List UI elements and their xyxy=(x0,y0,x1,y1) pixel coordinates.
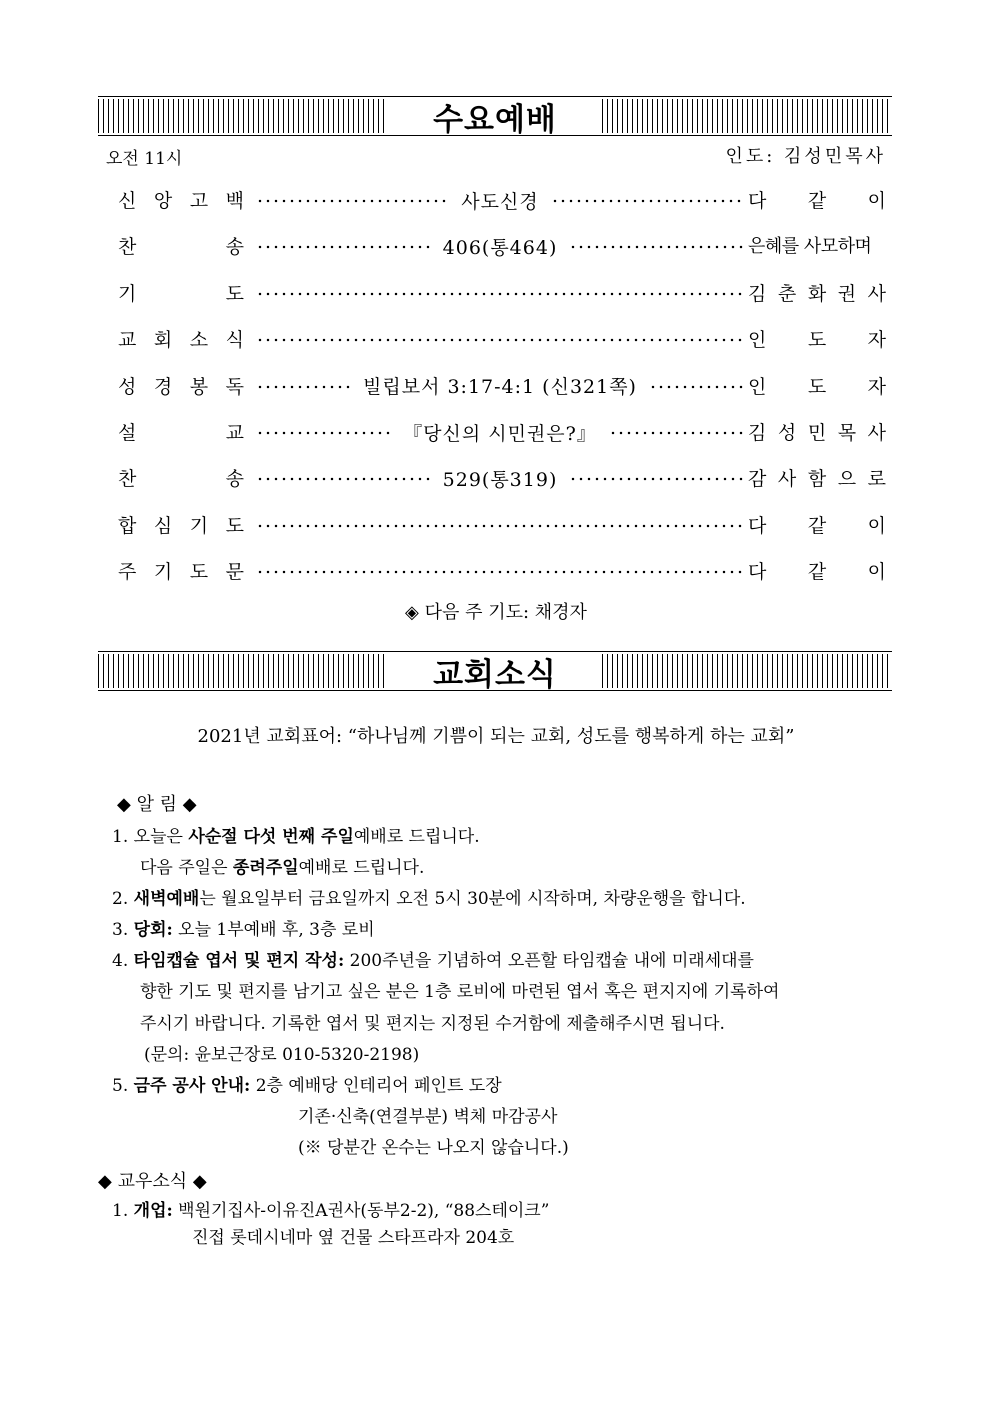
worship-item-label xyxy=(118,372,244,399)
label-char: 주 xyxy=(118,561,137,584)
label-char: 송 xyxy=(225,468,244,491)
worship-row xyxy=(118,279,886,307)
leader-dots xyxy=(256,232,431,260)
announcement-1: 1. 오늘은 사순절 다섯 번째 주일예배로 드립니다. xyxy=(112,827,480,847)
worship-item-text: 『당신의 시민권은?』 xyxy=(403,422,597,445)
banner-hatch-left xyxy=(98,99,388,133)
worship-item-text: 빌립보서 3:17-4:1 (신321쪽) xyxy=(363,376,637,399)
member-news-heading: ◆ 교우소식 ◆ xyxy=(98,1171,207,1192)
label-char: 소 xyxy=(189,329,209,352)
worship-item-content xyxy=(256,325,744,353)
worship-title: 수요예배 xyxy=(433,101,557,138)
label-char: 도 xyxy=(225,282,244,305)
worship-row xyxy=(118,511,886,539)
person-char: 감 xyxy=(748,468,767,491)
leader-dots xyxy=(256,557,744,585)
worship-row xyxy=(118,464,886,492)
person-char: 사 xyxy=(867,282,886,305)
label-char: 백 xyxy=(225,190,244,212)
announcement-5-line3: (※ 당분간 온수는 나오지 않습니다.) xyxy=(298,1138,569,1158)
worship-time: 오전 11시 xyxy=(106,149,183,169)
person-char: 인 xyxy=(748,375,767,398)
worship-item-text: 406(통464) xyxy=(442,236,558,259)
label-char: 성 xyxy=(118,375,137,398)
worship-item-label xyxy=(118,186,244,213)
member-news-1: 1. 개업: 백원기집사-이유진A권사(동부2-2), “88스테이크” xyxy=(112,1201,550,1221)
worship-row xyxy=(118,232,886,260)
announcement-4-line2: 향한 기도 및 편지를 남기고 싶은 분은 1층 로비에 마련된 엽서 혹은 편지지에 기록하여 xyxy=(140,982,780,1002)
person-char: 이 xyxy=(867,514,886,537)
leader-dots xyxy=(256,464,431,492)
announcement-1-line2: 다음 주일은 종려주일예배로 드립니다. xyxy=(140,858,425,878)
person-char: 같 xyxy=(807,561,827,584)
worship-row xyxy=(118,325,886,353)
label-char: 교 xyxy=(225,422,244,444)
person-char: 같 xyxy=(807,514,827,537)
person-char: 권 xyxy=(837,282,857,305)
person-char: 같 xyxy=(807,190,827,212)
label-char: 송 xyxy=(225,236,244,259)
announcement-4: 4. 타임캡슐 엽서 및 편지 작성: 200주년을 기념하여 오픈할 타임캡슐 내에 미래세대를 xyxy=(112,951,754,971)
leader-dots xyxy=(256,511,744,539)
person-char: 으 xyxy=(837,468,857,491)
leader-dots xyxy=(256,372,351,400)
next-week-prayer: ◈ 다음 주 기도: 채경자 xyxy=(405,602,587,623)
announcement-2: 2. 새벽예배는 월요일부터 금요일까지 오전 5시 30분에 시작하며, 차량운행을 합니다. xyxy=(112,889,746,909)
label-char: 식 xyxy=(225,329,244,352)
banner-hatch-right xyxy=(602,99,892,133)
worship-item-label xyxy=(118,232,244,259)
announcement-3: 3. 당회: 오늘 1부예배 후, 3층 로비 xyxy=(112,920,375,940)
person-char: 이 xyxy=(867,190,886,212)
church-motto: 2021년 교회표어: “하나님께 기쁨이 되는 교회, 성도를 행복하게 하는 교회” xyxy=(197,726,795,747)
label-char: 경 xyxy=(153,375,173,398)
person-char: 자 xyxy=(867,375,886,398)
label-char: 회 xyxy=(153,329,173,352)
label-char: 고 xyxy=(189,190,209,212)
worship-item-content xyxy=(256,464,744,492)
person-char: 인 xyxy=(748,329,767,352)
label-char: 앙 xyxy=(153,190,173,212)
worship-item-content xyxy=(256,511,744,539)
person-char: 사 xyxy=(867,422,886,444)
worship-item-label xyxy=(118,418,244,445)
announcement-4-line3: 주시기 바랍니다. 기록한 엽서 및 편지는 지정된 수거함에 제출해주시면 됩니다. xyxy=(140,1014,725,1034)
label-char: 봉 xyxy=(189,375,209,398)
person-char: 도 xyxy=(807,375,827,398)
leader-dots xyxy=(256,279,744,307)
label-char: 합 xyxy=(118,514,137,537)
worship-item-person xyxy=(748,325,886,352)
worship-leader: 인도: 김성민목사 xyxy=(725,146,886,167)
announcements-heading: ◆ 알 림 ◆ xyxy=(117,794,197,815)
worship-item-label xyxy=(118,325,244,352)
person-char: 다 xyxy=(748,561,767,584)
worship-item-label xyxy=(118,511,244,538)
person-char: 자 xyxy=(867,329,886,352)
label-char: 심 xyxy=(153,514,173,537)
person-char: 민 xyxy=(807,422,827,444)
announcement-5: 5. 금주 공사 안내: 2층 예배당 인테리어 페인트 도장 xyxy=(112,1076,502,1096)
leader-dots xyxy=(649,372,744,400)
label-char: 설 xyxy=(118,422,137,444)
worship-item-person xyxy=(748,511,886,538)
person-char: 로 xyxy=(867,468,886,491)
worship-row xyxy=(118,418,886,446)
label-char: 찬 xyxy=(118,468,137,491)
leader-dots xyxy=(569,464,744,492)
worship-item-person xyxy=(748,464,886,491)
worship-item-person xyxy=(748,186,886,213)
announcement-4-contact: (문의: 윤보근장로 010-5320-2198) xyxy=(144,1045,420,1065)
leader-dots xyxy=(256,325,744,353)
worship-item-person xyxy=(748,232,886,258)
worship-item-content xyxy=(256,232,744,260)
label-char: 도 xyxy=(225,514,244,537)
person-char: 성 xyxy=(777,422,797,444)
label-char: 도 xyxy=(189,561,209,584)
banner-hatch-left xyxy=(98,654,388,688)
news-title: 교회소식 xyxy=(433,656,557,693)
person-char: 다 xyxy=(748,190,767,212)
worship-item-person xyxy=(748,418,886,445)
worship-item-content xyxy=(256,557,744,585)
worship-item-person xyxy=(748,279,886,306)
person-char: 다 xyxy=(748,514,767,537)
worship-item-content xyxy=(256,372,744,400)
news-title-banner xyxy=(98,651,892,691)
label-char: 기 xyxy=(189,514,209,537)
person-char: 김 xyxy=(748,282,767,305)
leader-dots xyxy=(256,186,449,214)
worship-row xyxy=(118,557,886,585)
person-char: 목 xyxy=(837,422,857,444)
worship-item-label xyxy=(118,557,244,584)
leader-dots xyxy=(569,232,744,260)
worship-item-content xyxy=(256,418,744,446)
label-char: 교 xyxy=(118,329,137,352)
label-char: 찬 xyxy=(118,236,137,259)
worship-row xyxy=(118,186,886,214)
announcement-5-line2: 기존·신축(연결부분) 벽체 마감공사 xyxy=(298,1107,558,1127)
person-char: 사 xyxy=(777,468,797,491)
label-char: 기 xyxy=(118,282,137,305)
person-char: 김 xyxy=(748,422,767,444)
worship-title-banner xyxy=(98,96,892,136)
label-char: 독 xyxy=(225,375,244,398)
leader-dots xyxy=(609,418,744,446)
label-char: 기 xyxy=(153,561,173,584)
worship-item-text: 사도신경 xyxy=(461,190,539,213)
person-char: 은혜를 사모하며 xyxy=(748,236,872,258)
leader-dots xyxy=(256,418,391,446)
worship-row xyxy=(118,372,886,400)
worship-item-content xyxy=(256,279,744,307)
label-char: 신 xyxy=(118,190,137,212)
person-char: 화 xyxy=(807,282,827,305)
worship-item-text: 529(통319) xyxy=(442,468,558,491)
worship-item-person xyxy=(748,372,886,399)
leader-dots xyxy=(551,186,744,214)
worship-item-label xyxy=(118,279,244,306)
member-news-1-line2: 진접 롯데시네마 옆 건물 스타프라자 204호 xyxy=(192,1228,515,1248)
person-char: 도 xyxy=(807,329,827,352)
worship-item-person xyxy=(748,557,886,584)
person-char: 이 xyxy=(867,561,886,584)
person-char: 춘 xyxy=(777,282,797,305)
person-char: 함 xyxy=(807,468,827,491)
worship-item-content xyxy=(256,186,744,214)
banner-hatch-right xyxy=(602,654,892,688)
label-char: 문 xyxy=(225,561,244,584)
worship-item-label xyxy=(118,464,244,491)
